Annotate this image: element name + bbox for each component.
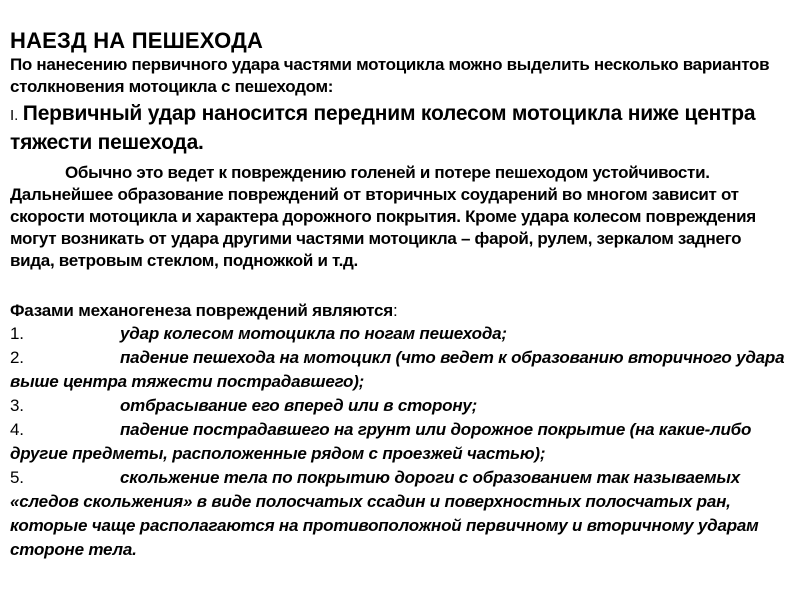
variant-text: Первичный удар наносится передним колесом мотоцикла ниже центра тяжести пешехода. [10, 102, 756, 154]
slide-content [10, 28, 790, 562]
phases-heading [10, 300, 790, 322]
phase-number: 5. [10, 468, 24, 487]
phase-item [10, 322, 790, 346]
phase-number: 1. [10, 324, 24, 343]
variant-number: I. [10, 107, 19, 124]
phase-text: отбрасывание его вперед или в сторону; [120, 396, 478, 415]
variant-item [10, 100, 790, 158]
phases-heading-text: Фазами механогенеза повреждений являются [10, 301, 393, 320]
description-paragraph: Обычно это ведет к повреждению голеней и потере пешеходом устойчивости. Дальнейшее образование повреждений от вторичных соударений во многом зависит от скорости мотоцикла и характера дорожного покрытия. Кроме удара колесом повреждения могут возникать от удара другими частями мотоцикла – фарой, рулем, зеркалом заднего вида, ветровым стеклом, подножкой и т.д. [10, 163, 756, 270]
phase-item [10, 418, 790, 466]
phase-text: скольжение тела по покрытию дороги с образованием так называемых «следов скольжения» в виде полосчатых ссадин и поверхностных полосчатых ран, которые чаще располагаются на противоположной первичному и вторичному ударам стороне тела. [10, 468, 759, 559]
phase-text: удар колесом мотоцикла по ногам пешехода; [120, 324, 507, 343]
phase-item [10, 346, 790, 394]
phase-number: 4. [10, 420, 24, 439]
phase-text: падение пострадавшего на грунт или дорожное покрытие (на какие-либо другие предметы, расположенные рядом с проезжей частью); [10, 420, 752, 463]
phase-number: 2. [10, 348, 24, 367]
phases-heading-colon: : [392, 301, 398, 320]
phase-number: 3. [10, 396, 24, 415]
phase-text: падение пешехода на мотоцикл (что ведет к образованию вторичного удара выше центра тяжести пострадавшего); [10, 348, 785, 391]
slide-title: НАЕЗД НА ПЕШЕХОДА [10, 28, 264, 53]
phases-list [10, 322, 790, 562]
intro-paragraph: По нанесению первичного удара частями мотоцикла можно выделить несколько вариантов столкновения мотоцикла с пешеходом: [10, 55, 770, 96]
phase-item [10, 394, 790, 418]
phase-item [10, 466, 790, 562]
